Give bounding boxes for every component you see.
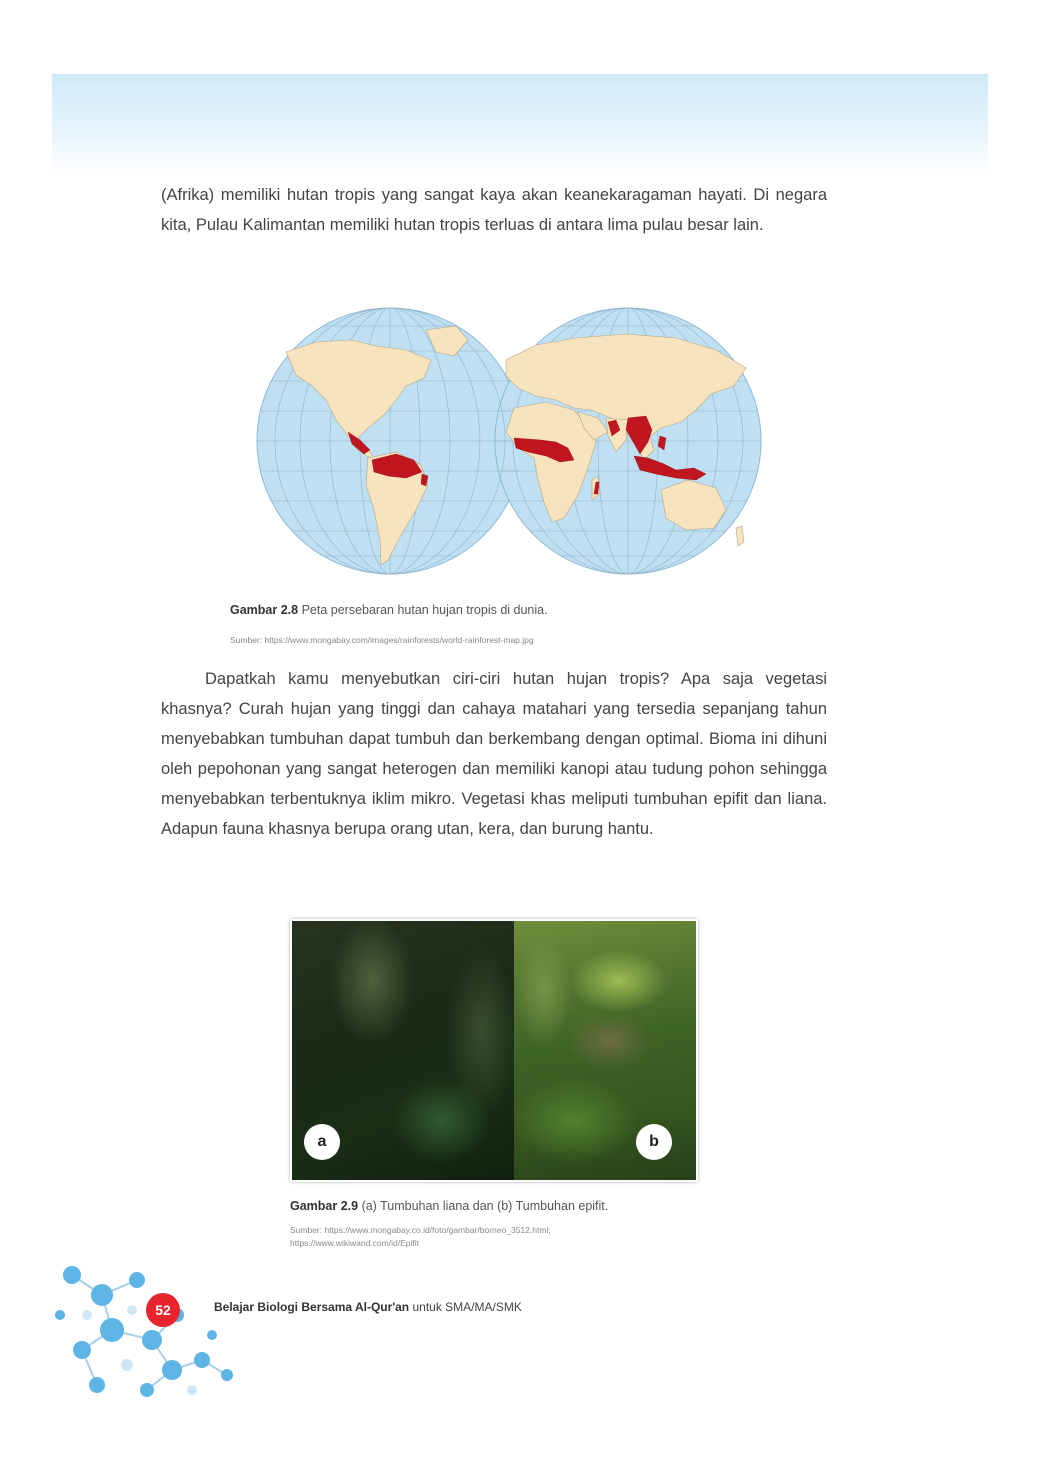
figure-2-8-label: Gambar 2.8 <box>230 603 299 617</box>
figure-2-9-text: (a) Tumbuhan liana dan (b) Tumbuhan epifit. <box>358 1199 609 1213</box>
epiphyte-photo <box>514 921 696 1180</box>
figure-2-9-source-line1: Sumber: https://www.mongabay.co.id/foto/gambar/borneo_3512.html; <box>290 1225 551 1235</box>
figure-2-8-text: Peta persebaran hutan hujan tropis di dunia. <box>298 603 548 617</box>
page-number: 52 <box>146 1293 180 1327</box>
figure-2-9-caption <box>290 1199 608 1213</box>
photo-a-badge: a <box>304 1124 340 1160</box>
photo-b-badge: b <box>636 1124 672 1160</box>
liana-photo <box>292 921 514 1180</box>
molecule-decoration <box>52 1255 242 1405</box>
book-title-main: Belajar Biologi Bersama Al-Qur'an <box>214 1300 410 1314</box>
new-zealand <box>736 526 744 546</box>
book-title-suffix: untuk SMA/MA/SMK <box>409 1300 522 1314</box>
intro-paragraph: (Afrika) memiliki hutan tropis yang sangat kaya akan keanekaragaman hayati. Di negara kita, Pulau Kalimantan memiliki hutan tropis terluas di antara lima pulau besar lain. <box>161 186 827 234</box>
world-rainforest-map <box>256 290 762 592</box>
figure-2-9-label: Gambar 2.9 <box>290 1199 359 1213</box>
figure-2-8-source: Sumber: https://www.mongabay.com/images/rainforests/world-rainforest-map.jpg <box>230 635 534 645</box>
header-band <box>52 74 988 174</box>
figure-2-9-source-line2: https://www.wikiwand.com/id/Epifit <box>290 1238 419 1248</box>
figure-2-8-caption <box>230 603 548 617</box>
book-title <box>214 1300 522 1314</box>
figure-2-9-source <box>290 1224 551 1250</box>
body-paragraph: Dapatkah kamu menyebutkan ciri-ciri hutan hujan tropis? Apa saja vegetasi khasnya? Curah hujan yang tinggi dan cahaya matahari yang tersedia sepanjang tahun menyebabkan tumbuhan dapat tumbuh dan berkembang dengan optimal. Bioma ini dihuni oleh pepohonan yang sangat heterogen dan memiliki kanopi atau tudung pohon sehingga menyebabkan terbentuknya iklim mikro. Vegetasi khas meliputi tumbuhan epifit dan liana. Adapun fauna khasnya berupa orang utan, kera, dan burung hantu. <box>161 670 827 838</box>
